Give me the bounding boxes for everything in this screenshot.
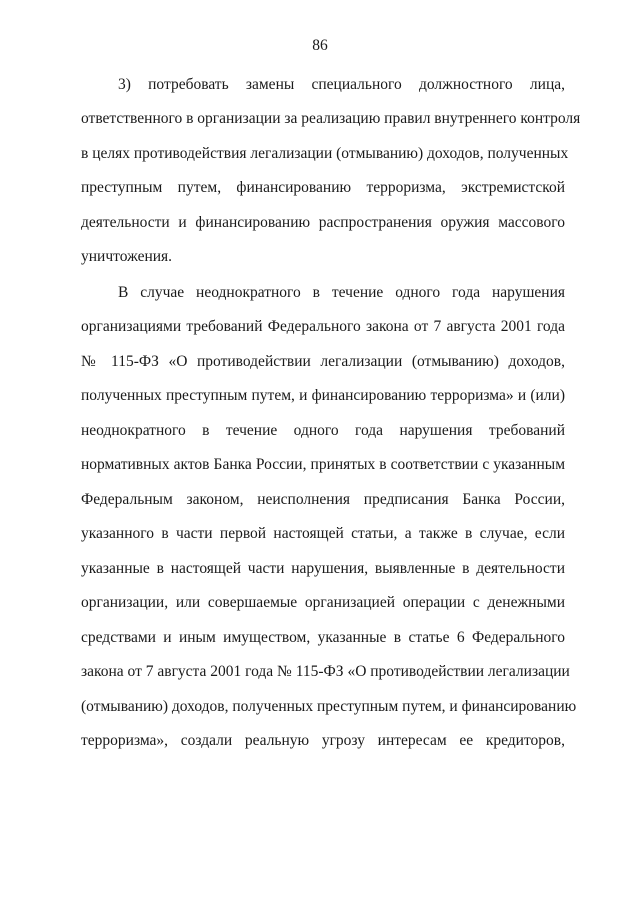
text-line: средствами и иным имуществом, указанные в статье 6 Федерального — [81, 629, 565, 646]
text-line: деятельности и финансированию распространения оружия массового — [81, 214, 565, 231]
text-line: № 115-ФЗ «О противодействии легализации (отмыванию) доходов, — [81, 353, 565, 370]
text-line: организации, или совершаемые организацией операции с денежными — [81, 594, 565, 611]
text-line: В случае неоднократного в течение одного года нарушения — [118, 284, 565, 301]
text-line: организациями требований Федерального закона от 7 августа 2001 года — [81, 318, 565, 335]
text-line: (отмыванию) доходов, полученных преступным путем, и финансированию — [81, 698, 577, 715]
text-line: неоднократного в течение одного года нарушения требований — [81, 422, 565, 439]
text-line: указанного в части первой настоящей статьи, а также в случае, если — [81, 525, 565, 542]
page-number: 86 — [312, 37, 328, 54]
text-line: Федеральным законом, неисполнения предписания Банка России, — [81, 491, 565, 508]
text-line: указанные в настоящей части нарушения, выявленные в деятельности — [81, 560, 565, 577]
text-line: в целях противодействия легализации (отмыванию) доходов, полученных — [81, 145, 569, 162]
text-line: нормативных актов Банка России, принятых в соответствии с указанным — [81, 456, 565, 473]
text-line: уничтожения. — [81, 248, 173, 265]
text-line: преступным путем, финансированию терроризма, экстремистской — [81, 179, 565, 196]
text-line: закона от 7 августа 2001 года № 115-ФЗ «О противодействии легализации — [81, 663, 570, 680]
text-line: терроризма», создали реальную угрозу интересам ее кредиторов, — [81, 732, 565, 749]
text-line: полученных преступным путем, и финансированию терроризма» и (или) — [81, 387, 565, 404]
text-line: 3) потребовать замены специального должностного лица, — [118, 76, 565, 93]
text-line: ответственного в организации за реализацию правил внутреннего контроля — [81, 110, 581, 127]
